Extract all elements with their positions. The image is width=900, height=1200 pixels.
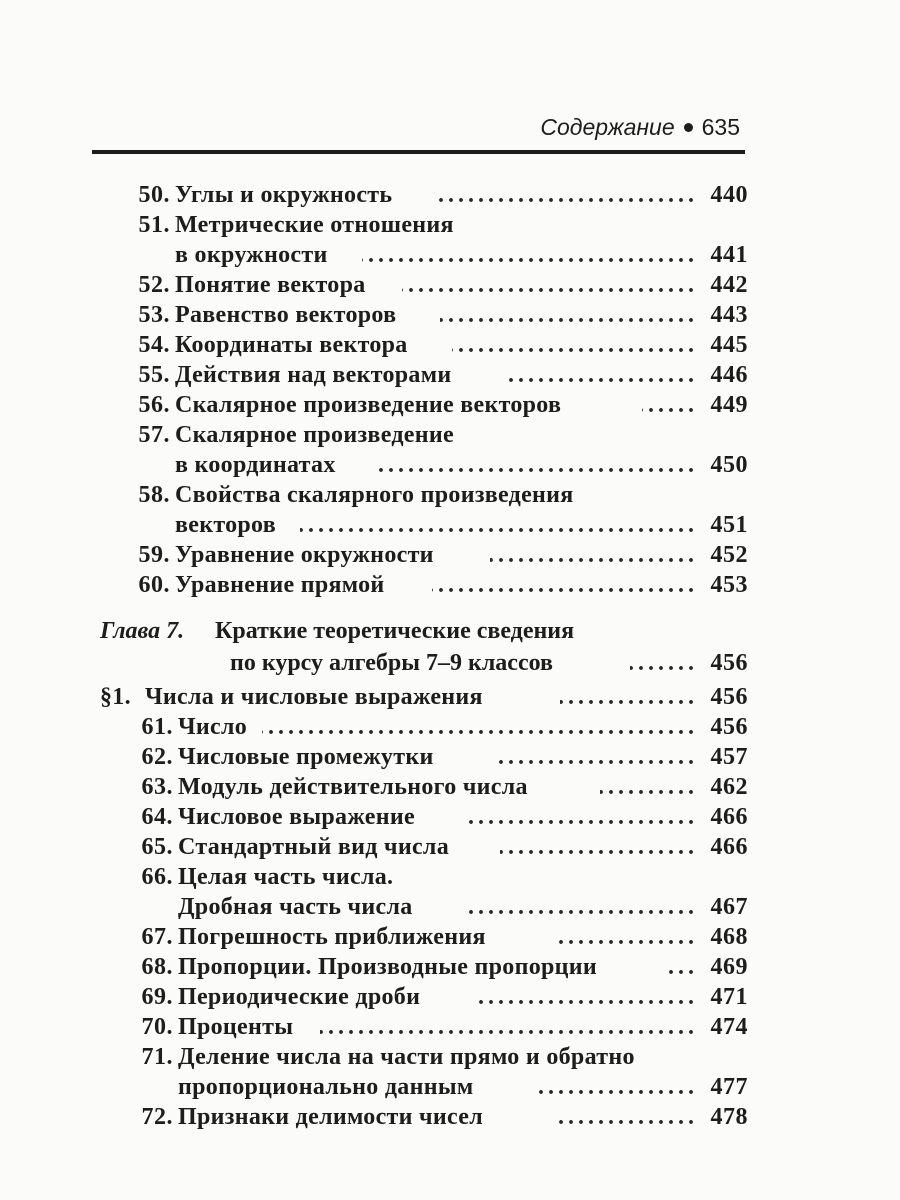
toc-entry [0,1042,900,1072]
entry-title: Погрешность приближения [178,924,486,950]
chapter-heading [0,616,900,646]
toc-entry [0,832,900,862]
entry-title: Равенство векторов [175,302,397,328]
entry-number: 61. [141,714,173,740]
entry-number: 71. [141,1044,173,1070]
toc-entry [0,360,900,390]
entry-number: 58. [138,482,170,508]
toc-entry [0,270,900,300]
toc-entry [0,1102,900,1132]
entry-page: 462 [710,774,748,800]
entry-page: 457 [710,744,748,770]
entry-title-continuation: в координатах [175,452,336,478]
toc-entry [0,772,900,802]
running-head [460,112,740,142]
entry-number: 62. [141,744,173,770]
entry-page: 451 [710,512,748,538]
entry-number: 53. [138,302,170,328]
entry-page: 468 [710,924,748,950]
entry-page: 456 [710,684,748,710]
dot-leader [440,300,693,330]
toc-entry [0,982,900,1012]
dot-leader [362,240,693,270]
entry-title: Уравнение прямой [175,572,385,598]
paragraph-label: §1. [100,684,131,710]
dot-leader [452,330,693,360]
entry-page: 477 [710,1074,748,1100]
entry-page: 467 [710,894,748,920]
entry-page: 478 [710,1104,748,1130]
entry-number: 57. [138,422,170,448]
entry-title: Периодические дроби [178,984,421,1010]
entry-page: 452 [710,542,748,568]
chapter-label: Глава 7. [100,618,185,644]
toc-entry [0,330,900,360]
toc-entry [0,862,900,892]
toc-entry-continuation [0,240,900,270]
entry-title: Понятие вектора [175,272,366,298]
entry-title: Целая часть числа. [178,864,394,890]
dot-leader [560,682,693,712]
entry-title: Стандартный вид числа [178,834,449,860]
chapter-title-continuation: по курсу алгебры 7–9 классов [230,650,553,676]
entry-title: Проценты [178,1014,294,1040]
dot-leader [553,1102,693,1132]
entry-number: 66. [141,864,173,890]
entry-page: 456 [710,650,748,676]
entry-title-continuation: Дробная часть числа [178,894,413,920]
toc-entry [0,742,900,772]
dot-leader [432,570,693,600]
toc-entry [0,570,900,600]
page-number: 635 [701,114,740,140]
toc-entry [0,1012,900,1042]
entry-title: Деление числа на части прямо и обратно [178,1044,635,1070]
entry-number: 65. [141,834,173,860]
dot-leader [500,832,693,862]
entry-page: 453 [710,572,748,598]
dot-leader [465,802,693,832]
toc-entry [0,952,900,982]
entry-page: 441 [710,242,748,268]
entry-number: 50. [138,182,170,208]
entry-page: 466 [710,834,748,860]
entry-number: 52. [138,272,170,298]
entry-title: Уравнение окружности [175,542,434,568]
entry-title: Метрические отношения [175,212,454,238]
entry-page: 466 [710,804,748,830]
toc-entry-continuation [0,892,900,922]
entry-title-continuation: векторов [175,512,277,538]
entry-number: 69. [141,984,173,1010]
toc-entry [0,210,900,240]
header-rule [92,150,745,154]
chapter-heading-continuation [0,648,900,678]
toc-entry-continuation [0,510,900,540]
dot-leader [508,360,693,390]
entry-number: 54. [138,332,170,358]
entry-title: Число [178,714,248,740]
dot-leader [553,922,693,952]
dot-leader [478,982,693,1012]
paragraph-title: Числа и числовые выражения [145,684,483,710]
entry-title: Координаты вектора [175,332,408,358]
entry-title-continuation: в окружности [175,242,328,268]
dot-leader [262,712,693,742]
toc-entry [0,712,900,742]
dot-leader [600,772,693,802]
dot-leader [490,540,693,570]
entry-page: 443 [710,302,748,328]
entry-page: 471 [710,984,748,1010]
entry-page: 440 [710,182,748,208]
entry-number: 70. [141,1014,173,1040]
dot-leader [668,952,693,982]
entry-number: 68. [141,954,173,980]
toc-entry [0,480,900,510]
dot-leader [533,1072,693,1102]
entry-number: 59. [138,542,170,568]
entry-number: 56. [138,392,170,418]
entry-page: 456 [710,714,748,740]
toc-entry [0,420,900,450]
entry-title: Модуль действительного числа [178,774,528,800]
entry-title: Числовое выражение [178,804,415,830]
toc-entry [0,922,900,952]
paragraph-heading [0,682,900,712]
dot-leader [630,648,693,678]
toc-entry-continuation [0,450,900,480]
entry-title: Пропорции. Производные пропорции [178,954,598,980]
toc-entry [0,390,900,420]
entry-page: 442 [710,272,748,298]
entry-number: 63. [141,774,173,800]
entry-title: Действия над векторами [175,362,452,388]
entry-number: 55. [138,362,170,388]
entry-title: Свойства скалярного произведения [175,482,574,508]
toc-entry [0,540,900,570]
dot-leader [300,510,693,540]
entry-title: Числовые промежутки [178,744,434,770]
entry-number: 64. [141,804,173,830]
entry-number: 60. [138,572,170,598]
dot-leader [437,180,693,210]
entry-title: Скалярное произведение [175,422,454,448]
entry-page: 446 [710,362,748,388]
entry-number: 72. [141,1104,173,1130]
entry-title: Углы и окружность [175,182,393,208]
entry-page: 474 [710,1014,748,1040]
entry-page: 469 [710,954,748,980]
toc-entry [0,802,900,832]
entry-page: 445 [710,332,748,358]
entry-page: 450 [710,452,748,478]
toc-entry-continuation [0,1072,900,1102]
dot-leader [375,450,693,480]
dot-leader [402,270,693,300]
dot-leader [495,742,693,772]
entry-title: Признаки делимости чисел [178,1104,483,1130]
running-head-title: Содержание [540,114,675,140]
toc-entry [0,300,900,330]
entry-number: 67. [141,924,173,950]
dot-leader [465,892,693,922]
chapter-title: Краткие теоретические сведения [215,618,575,644]
entry-number: 51. [138,212,170,238]
toc-entry [0,180,900,210]
entry-title-continuation: пропорционально данным [178,1074,474,1100]
bullet-icon [684,123,693,132]
entry-title: Скалярное произведение векторов [175,392,562,418]
entry-page: 449 [710,392,748,418]
dot-leader [642,390,693,420]
dot-leader [320,1012,693,1042]
